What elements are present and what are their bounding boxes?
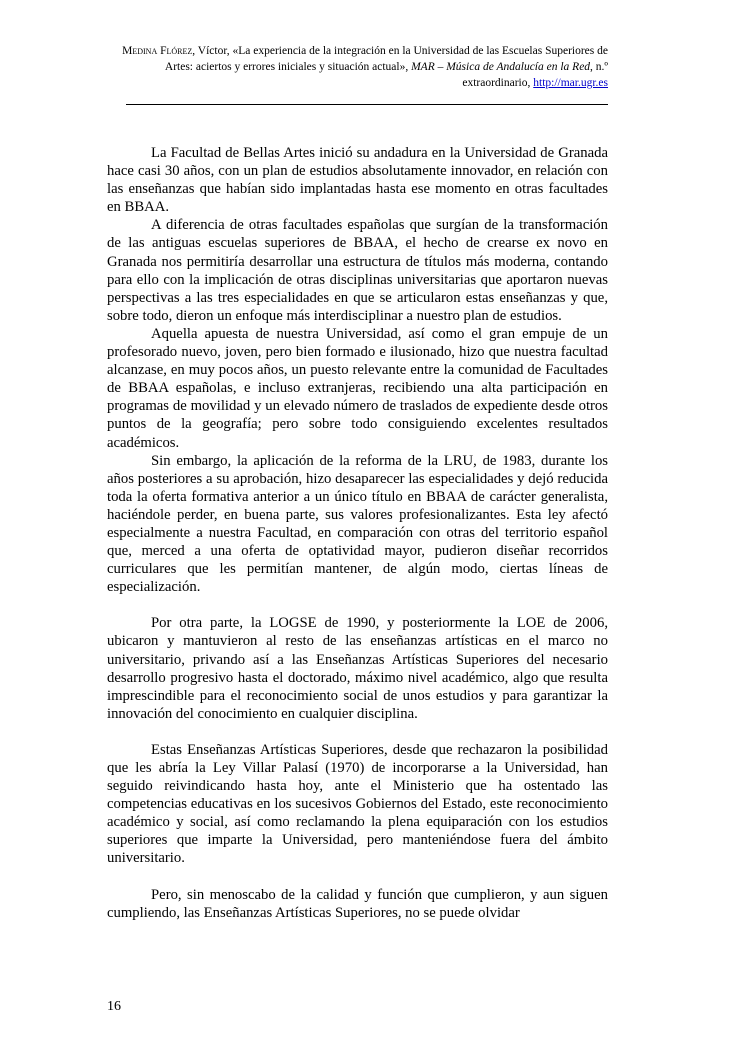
- running-header: [110, 43, 608, 91]
- paragraph: Sin embargo, la aplicación de la reforma de la LRU, de 1983, durante los años posteriores a su aprobación, hizo desaparecer las especialidades y dejó reducida toda la oferta formativa anterior a un único título en BBAA de carácter generalista, haciéndole perder, en buena parte, sus valores profesionalizantes. Esta ley afectó especialmente a nuestra Facultad, en comparación con otras del territorio español que, merced a una oferta de optatividad mayor, pudieron diseñar recorridos curriculares que les permitían mantener, de algún modo, ciertas líneas de especialización.: [107, 452, 608, 596]
- paragraph: La Facultad de Bellas Artes inició su andadura en la Universidad de Granada hace casi 30 años, con un plan de estudios absolutamente innovador, en relación con las enseñanzas que habían sido implantadas hasta ese momento en otras facultades en BBAA.: [107, 145, 608, 216]
- paragraph: A diferencia de otras facultades españolas que surgían de la transformación de las antiguas escuelas superiores de BBAA, el hecho de crearse ex novo en Granada nos permitiría desarrollar una estructura de títulos más moderna, contando para ello con la implicación de otras disciplinas universitarias que aportaron nuevas perspectivas a las tres especialidades en que se articularon estas enseñanzas y que, sobre todo, dieron un enfoque más interdisciplinar a nuestro plan de estudios.: [107, 217, 608, 324]
- header-journal: MAR – Música de Andalucía en la Red: [411, 61, 591, 73]
- body-text: [107, 144, 608, 922]
- header-author: Medina Flórez: [122, 45, 193, 57]
- paragraph: Aquella apuesta de nuestra Universidad, así como el gran empuje de un profesorado nuevo, joven, pero bien formado e ilusionado, hizo que nuestra facultad alcanzase, en muy pocos años, un puesto relevante entre la comunidad de Facultades de BBAA españolas, e incluso extranjeras, recibiendo una alta participación en programas de movilidad y un elevado número de traslados de expediente desde otros puntos de la geografía; pero sobre todo consiguiendo excelentes resultados académicos.: [107, 325, 608, 451]
- paragraph: Estas Enseñanzas Artísticas Superiores, desde que rechazaron la posibilidad que les abría la Ley Villar Palasí (1970) de incorporarse a la Universidad, han seguido reivindicando hasta hoy, ante el Ministerio que ha ostentado las competencias educativas en los sucesivos Gobiernos del Estado, este reconocimiento académico y social, así como reclamando la plena equiparación con los estudios superiores que imparte la Universidad, pero manteniéndose fuera del ámbito universitario.: [107, 741, 608, 867]
- paragraph: Por otra parte, la LOGSE de 1990, y posteriormente la LOE de 2006, ubicaron y mantuvieron al resto de las enseñanzas artísticas en el marco no universitario, privando así a las Enseñanzas Artísticas Superiores del necesario desarrollo progresivo hasta el doctorado, máximo nivel académico, algo que resulta imprescindible para el reconocimiento social de unos estudios y para garantizar la innovación del conocimiento en cualquier disciplina.: [107, 615, 608, 722]
- header-url-link[interactable]: http://mar.ugr.es: [533, 77, 608, 89]
- page-number: 16: [107, 999, 121, 1014]
- header-issue: , n.º extraordinario,: [462, 61, 608, 89]
- paragraph: Pero, sin menoscabo de la calidad y función que cumplieron, y aun siguen cumpliendo, las Enseñanzas Artísticas Superiores, no se puede olvidar: [107, 886, 608, 921]
- header-rule: [126, 104, 608, 105]
- header-citation: , Víctor, «La experiencia de la integración en la Universidad de las Escuelas Superiores de Artes: aciertos y errores iniciales y situación actual»,: [164, 45, 608, 73]
